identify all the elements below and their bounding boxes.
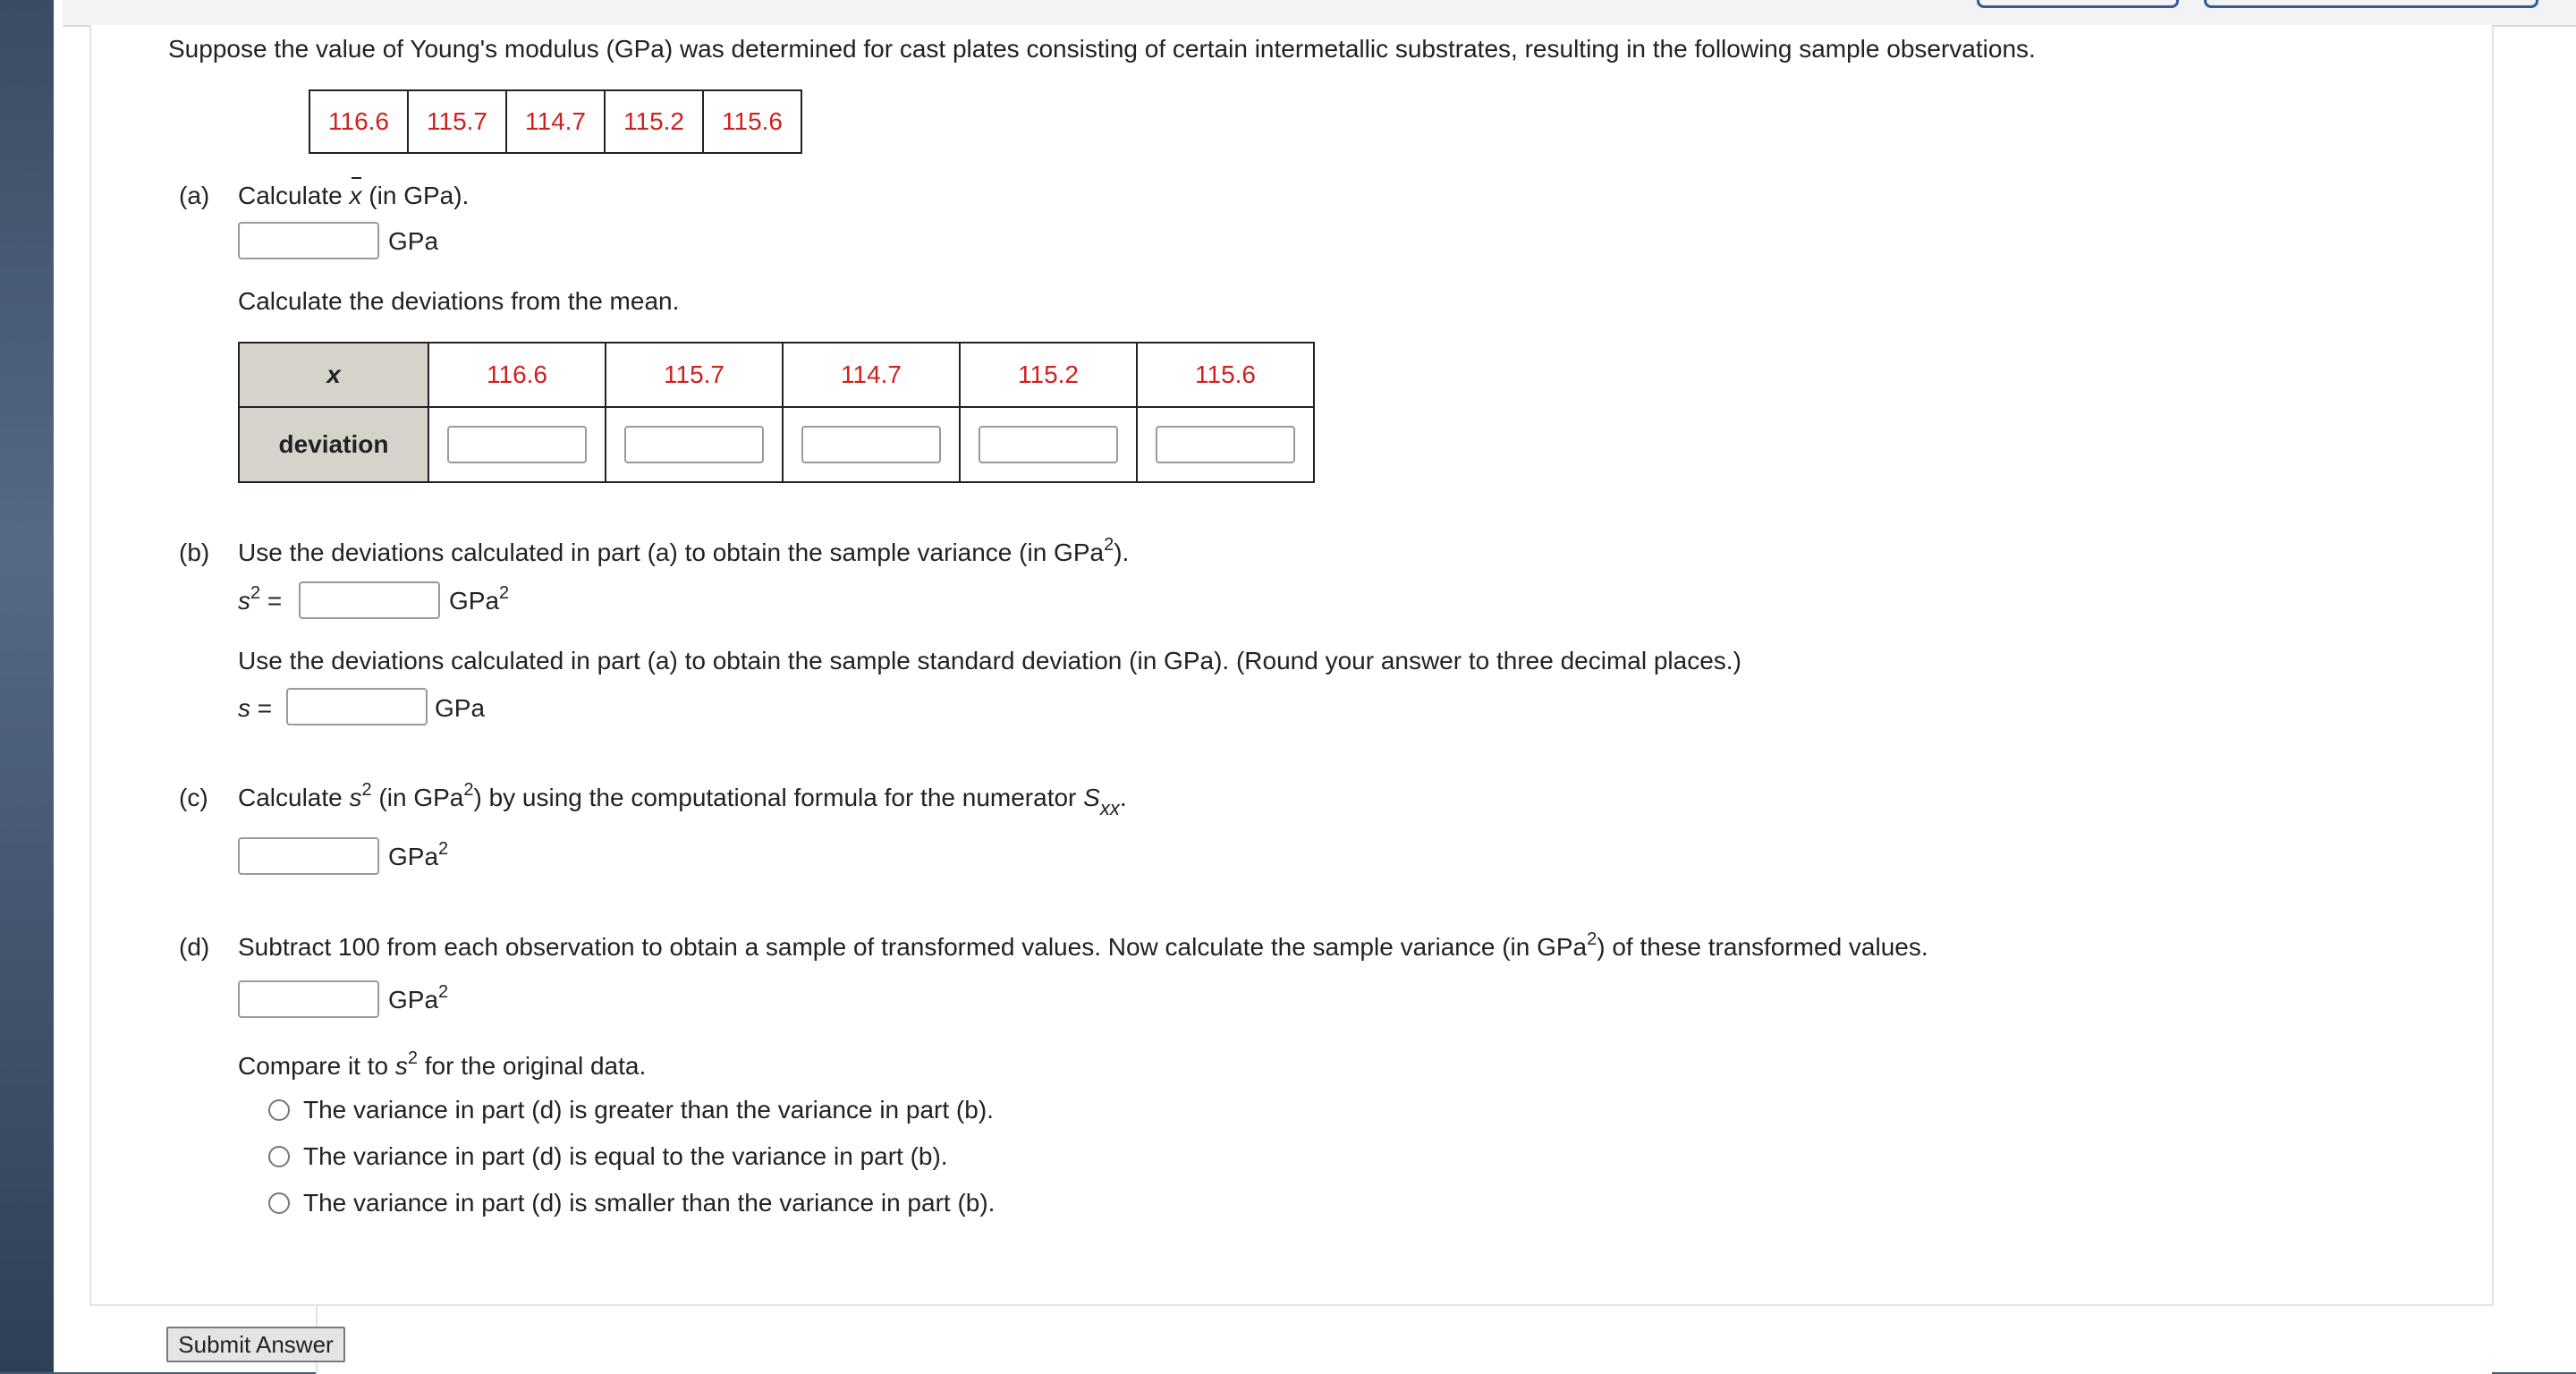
deviation-cell-4: [960, 407, 1137, 482]
option-greater-radio[interactable]: [268, 1099, 290, 1121]
observation-3: 114.7: [506, 90, 605, 153]
sd-unit: GPa: [435, 694, 486, 722]
s2-label: $s^2$ =: [238, 582, 283, 615]
x-value-3: 114.7: [783, 343, 960, 407]
x-value-5: 115.6: [1137, 343, 1314, 407]
deviation-input-2[interactable]: [624, 426, 764, 463]
option-greater-label[interactable]: The variance in part (d) is greater than the variance in part (b).: [303, 1096, 994, 1124]
observation-4: 115.2: [605, 90, 703, 153]
deviation-cell-2: [606, 407, 783, 482]
observation-table: [309, 89, 802, 154]
transformed-variance-input[interactable]: [238, 980, 379, 1018]
observation-5: 115.6: [703, 90, 801, 153]
s-label: s =: [238, 694, 273, 722]
compare-prompt: Compare it to $s^2$ for the original data.: [238, 1047, 647, 1080]
answer-panel: [316, 1304, 2492, 1374]
computational-variance-unit: GPa$^2$: [388, 838, 449, 870]
part-c-label: (c): [179, 784, 208, 811]
desktop-background: [0, 0, 54, 1372]
mean-unit: GPa: [388, 227, 439, 255]
deviation-input-5[interactable]: [1156, 426, 1295, 463]
transformed-variance-unit: GPa$^2$: [388, 981, 449, 1014]
option-equal-label[interactable]: The variance in part (d) is equal to the variance in part (b).: [303, 1142, 948, 1170]
observation-2: 115.7: [408, 90, 506, 153]
deviation-row-header: deviation: [239, 407, 428, 482]
top-button-left[interactable]: [1977, 0, 2179, 8]
variance-unit: GPa$^2$: [449, 582, 510, 615]
option-smaller-radio[interactable]: [268, 1192, 290, 1214]
x-value-4: 115.2: [960, 343, 1137, 407]
part-d-label: (d): [179, 933, 210, 961]
computational-variance-input[interactable]: [238, 837, 379, 875]
problem-intro: Suppose the value of Young's modulus (GPa) was determined for cast plates consisting of certain intermetallic substrates, resulting in the following sample observations.: [168, 35, 2036, 63]
submit-answer-button[interactable]: Submit Answer: [166, 1327, 345, 1362]
top-button-right[interactable]: [2204, 0, 2538, 8]
part-d-prompt: Subtract 100 from each observation to obtain a sample of transformed values. Now calculate the sample variance (in GPa$^2$) of these transformed values.: [238, 929, 1928, 961]
deviation-input-4[interactable]: [979, 426, 1118, 463]
option-equal-radio[interactable]: [268, 1146, 290, 1167]
sd-input[interactable]: [286, 688, 428, 725]
variance-input[interactable]: [299, 581, 440, 619]
variance-prompt: Use the deviations calculated in part (a) to obtain the sample variance (in GPa$^2$).: [238, 534, 1130, 566]
x-bar-symbol: x: [349, 182, 362, 209]
deviation-cell-3: [783, 407, 960, 482]
part-a-prompt: Calculate x (in GPa).: [238, 182, 470, 209]
deviations-prompt: Calculate the deviations from the mean.: [238, 287, 680, 315]
part-c-prompt: Calculate $s^2$ (in GPa$^2$) by using the computational formula for the numerator $S_{xx}$.: [238, 779, 1127, 819]
deviation-cell-5: [1137, 407, 1314, 482]
deviation-cell-1: [428, 407, 606, 482]
sd-prompt: Use the deviations calculated in part (a) to obtain the sample standard deviation (in GPa). (Round your answer to three decimal places.): [238, 647, 1741, 674]
part-a-label: (a): [179, 182, 210, 209]
deviation-input-1[interactable]: [447, 426, 587, 463]
x-value-2: 115.7: [606, 343, 783, 407]
mean-input[interactable]: [238, 222, 379, 259]
previous-question-footer: [63, 0, 2576, 27]
part-b-label: (b): [179, 539, 210, 566]
option-smaller-label[interactable]: The variance in part (d) is smaller than the variance in part (b).: [303, 1189, 996, 1217]
deviation-input-3[interactable]: [801, 426, 941, 463]
observation-1: 116.6: [309, 90, 408, 153]
x-value-1: 116.6: [428, 343, 606, 407]
deviation-table: [238, 342, 1315, 483]
x-row-header: x: [239, 343, 428, 407]
